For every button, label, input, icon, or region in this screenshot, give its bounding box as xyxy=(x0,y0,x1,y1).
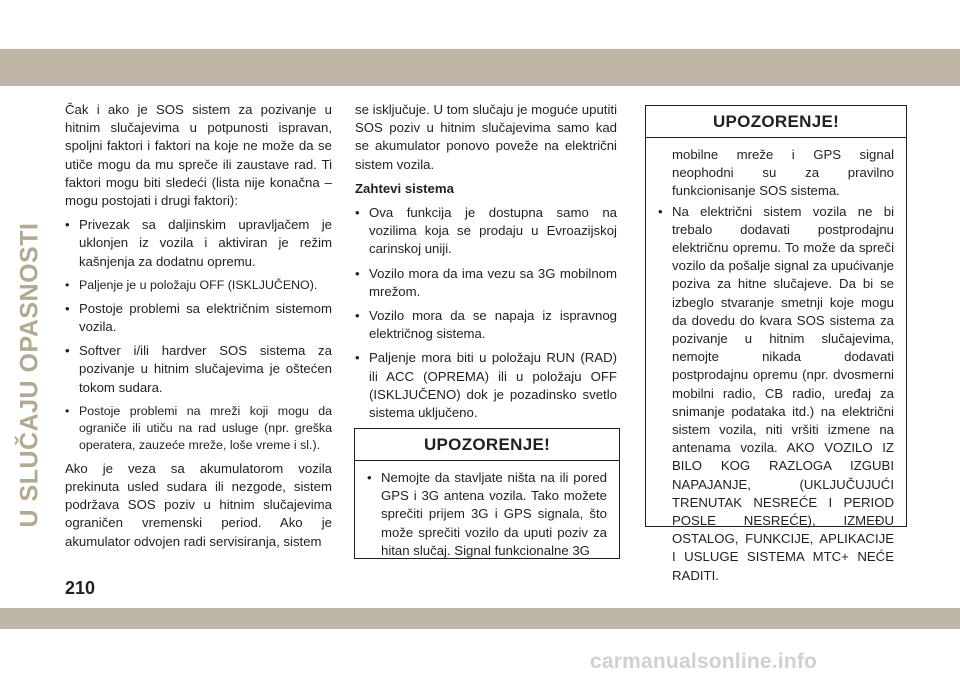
warning-title: UPOZORENJE! xyxy=(355,429,619,461)
page-number: 210 xyxy=(65,578,96,598)
list-item: • Postoje problemi sa električnim sistemom vozila. xyxy=(65,300,332,336)
list-item: • Privezak sa daljinskim upravljačem je uklonjen iz vozila i aktiviran je režim kašnjenja za dodatnu opremu. xyxy=(65,216,332,271)
list-item: • Paljenje je u položaju OFF (ISKLJUČENO). xyxy=(65,277,332,294)
warning-continuation: mobilne mreže i GPS signal neophodni su za pravilno funkcionisanje SOS sistema. xyxy=(672,147,894,199)
section-side-label-text: U SLUČAJU OPASNOSTI xyxy=(15,222,44,528)
middle-column xyxy=(355,101,617,428)
list-item: • Vozilo mora da ima vezu sa 3G mobilnom mrežom. xyxy=(355,265,617,301)
requirements-list xyxy=(355,204,617,422)
battery-paragraph: Ako je veza sa akumulatorom vozila prekinuta usled sudara ili nezgode, sistem podržava SOS poziv u hitnim slučajevima ograničen vremenski period. Ako je akumulator odvojen radi servisiranja, sistem xyxy=(65,460,332,549)
warning-item: • Nemojte da stavljate ništa na ili pored GPS i 3G antena vozila. Tako možete sprečiti prijem 3G i GPS signala, što može sprečiti vozilo da uputi poziv za hitan slučaj. Signal funkcionalne 3G xyxy=(367,469,607,560)
top-color-band xyxy=(0,49,960,86)
warning-title: UPOZORENJE! xyxy=(646,106,906,138)
list-item: • Paljenje mora biti u položaju RUN (RAD) ili ACC (OPREMA) ili u položaju OFF (ISKLJUČENO) dok je pozadinsko svetlo sistema uključeno. xyxy=(355,349,617,422)
warning-list xyxy=(646,138,906,593)
warning-box-electrical xyxy=(645,105,907,583)
warning-list xyxy=(355,461,619,568)
warning-item: • Na električni sistem vozila ne bi trebalo dodavati postprodajnu električnu opremu. To može da spreči vozilo da pošalje signal za upućivanje poziva za hitne slučajeve. Da bi se izbeglo stvaranje smetnji koje mogu da dovedu do kvara SOS sistema za pozivanje u hitnim slučajevima, nemojte nikada dodavati postprodajnu opremu (npr. dvosmerni mobilni radio, CB radio, uređaj za snimanje podataka itd.) na električni sistem vozila, niti vršiti izmene na antenama vozila. AKO VOZILO IZ BILO KOG RAZLOGA IZGUBI NAPAJANJE, (UKLJUČUJUĆI TRENUTAK NESREĆE I PERIOD POSLE NESREĆE), IZMEĐU OSTALOG, FUNKCIJE, APLIKACIJE I USLUGE SISTEMA MTC+ NEĆE RADITI. xyxy=(658,203,894,585)
left-column xyxy=(65,101,332,557)
system-requirements-heading: Zahtevi sistema xyxy=(355,180,454,196)
list-item: • Postoje problemi na mreži koji mogu da ograniče ili utiču na rad usluge (npr. greška operatera, zauzeće mreže, loše vreme i sl.). xyxy=(65,403,332,454)
watermark-text: carmanualsonline.info xyxy=(590,650,818,673)
factors-list xyxy=(65,216,332,454)
warning-box-antenna xyxy=(354,428,620,559)
list-item: • Softver i/ili hardver SOS sistema za pozivanje u hitnim slučajevima je oštećen tokom sudara. xyxy=(65,342,332,397)
intro-paragraph: Čak i ako je SOS sistem za pozivanje u hitnim slučajevima u potpunosti ispravan, spoljni faktori i faktori na koje ne može da se utiče mogu da mu spreče ili zaustave rad. Ti faktori mogu biti sledeći (lista nije konačna – mogu postojati i drugi faktori): xyxy=(65,102,332,209)
continuation-paragraph: se isključuje. U tom slučaju je moguće uputiti SOS poziv u hitnim slučajevima samo kad se akumulator ponovo poveže na električni sistem vozila. xyxy=(355,102,617,172)
bottom-color-band xyxy=(0,608,960,629)
list-item: • Ova funkcija je dostupna samo na vozilima koja se prodaju u Evroazijskoj carinskoj uniji. xyxy=(355,204,617,259)
list-item: • Vozilo mora da se napaja iz ispravnog električnog sistema. xyxy=(355,307,617,343)
